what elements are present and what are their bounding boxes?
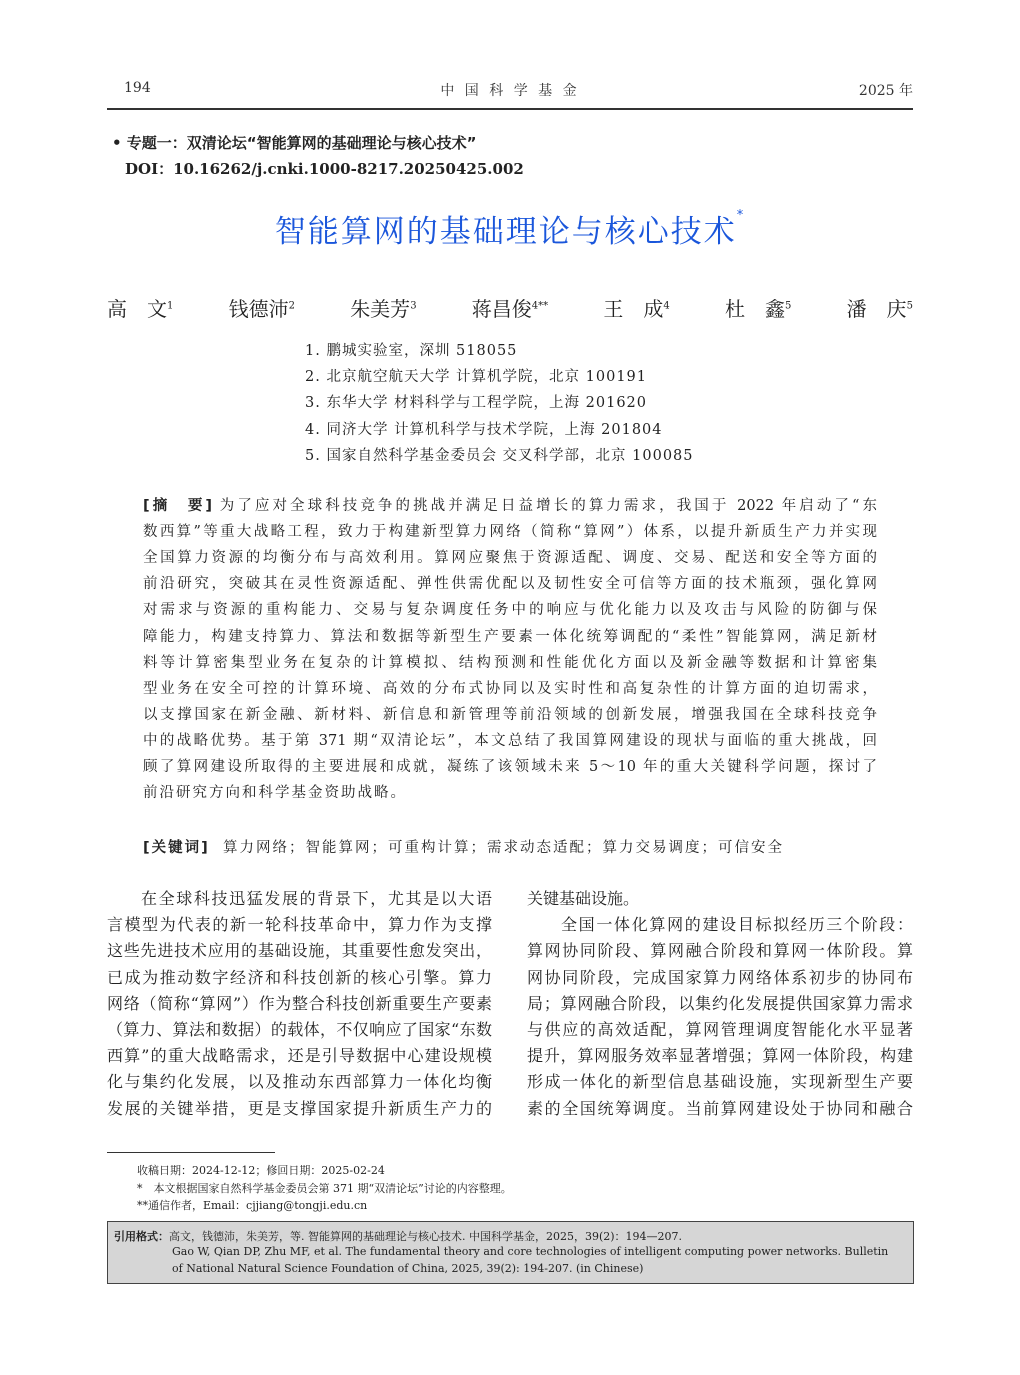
- abstract-line: [143, 520, 877, 542]
- abstract-line: [143, 703, 877, 725]
- affiliation: 1. 鹏城实验室，深圳 518055: [305, 343, 518, 359]
- abstract-line: [143, 729, 877, 751]
- abstract-text: 数西算”等重大战略工程，致力于构建新型算力网络（简称“算网”）体系，以提升新质生产力并实现: [143, 524, 877, 541]
- body-line-right: 全国一体化算网的建设目标拟经历三个阶段：: [561, 915, 913, 935]
- abstract-text: 以支撑国家在新金融、新材料、新信息和新管理等前沿领域的创新发展，增强我国在全球科技竞争: [143, 706, 877, 723]
- affiliation: 2. 北京航空航天大学 计算机学院，北京 100191: [305, 369, 648, 386]
- abstract-text: 为了应对全球科技竞争的挑战并满足日益增长的算力需求，我国于 2022 年启动了“东: [219, 498, 877, 514]
- body-line-right: 局；算网融合阶段，以集约化发展提供国家算力需求: [527, 993, 913, 1013]
- author: [229, 293, 295, 322]
- body-line-right: 形成一体化的新型信息基础设施，实现新型生产要: [527, 1072, 913, 1092]
- abstract-line: [143, 651, 877, 673]
- topic-line: • 专题一：双清论坛“智能算网的基础理论与核心技术”: [112, 134, 477, 152]
- body-line-left: 化与集约化发展，以及推动东西部算力一体化均衡: [107, 1072, 492, 1092]
- abstract-text: 前沿研究方向和科学基金资助战略。: [143, 785, 407, 802]
- author-affiliation-mark: 5: [906, 300, 913, 312]
- author-name: 钱德沛: [228, 297, 289, 321]
- citation-box: [107, 1221, 914, 1284]
- abstract-line: [143, 625, 877, 647]
- footnote: * 本文根据国家自然科学基金委员会第 371 期“双清论坛”讨论的内容整理。: [137, 1181, 512, 1195]
- author-name: 王 成: [603, 297, 664, 321]
- footnote-rule: [107, 1152, 275, 1153]
- affiliation: 5. 国家自然科学基金委员会 交叉科学部，北京 100085: [305, 447, 694, 464]
- author: [350, 293, 416, 322]
- abstract-text: 顾了算网建设所取得的主要进展和成就，凝练了该领域未来 5～10 年的重大关键科学问题，探讨了: [143, 759, 877, 775]
- author-name: 高 文: [107, 297, 167, 321]
- footnote: **通信作者，Email：cjjiang@tongji.edu.cn: [137, 1199, 368, 1212]
- author-name: 朱美芳: [350, 297, 411, 321]
- body-line-left: （算力、算法和数据）的载体，不仅响应了国家“东数: [107, 1020, 492, 1039]
- journal-name: 中 国 科 学 基 金: [440, 83, 580, 99]
- author-name: 杜 鑫: [724, 297, 785, 321]
- abstract-line: [143, 598, 877, 620]
- abstract-label: [摘 要]: [143, 498, 213, 514]
- citation-cn: 高文，钱德沛，朱美芳，等. 智能算网的基础理论与核心技术. 中国科学基金，2025，39(2)：194—207.: [169, 1230, 683, 1243]
- body-line-right: 算网协同阶段、算网融合阶段和算网一体阶段。算: [527, 941, 913, 961]
- header-year: 2025 年: [858, 83, 913, 99]
- citation-en-line-2: of National Natural Science Foundation of China, 2025, 39(2): 194-207. (in Chinese): [172, 1262, 644, 1275]
- title-footnote-mark: *: [736, 208, 746, 223]
- paper-title: [0, 206, 1020, 251]
- body-line-right: 提升，算网服务效率显著增强；算网一体阶段，构建: [527, 1046, 913, 1066]
- abstract-text: 对需求与资源的重构能力、交易与复杂调度任务中的响应与优化能力以及攻击与风险的防御与保: [143, 602, 877, 619]
- body-line-left: 发展的关键举措，更是支撑国家提升新质生产力的: [107, 1098, 492, 1118]
- author: [472, 293, 548, 322]
- author-affiliation-mark: 5: [784, 300, 792, 312]
- abstract-line: [143, 755, 877, 777]
- author-name: 蒋昌俊: [471, 297, 532, 321]
- author-affiliation-mark: 1: [167, 300, 174, 312]
- abstract-line: [143, 677, 877, 699]
- affiliation: 4. 同济大学 计算机科学与技术学院，上海 201804: [305, 421, 663, 438]
- abstract-text: 前沿研究，突破其在灵性资源适配、弹性供需优配以及韧性安全可信等方面的技术瓶颈，强化算网: [143, 576, 877, 593]
- author: [725, 293, 791, 322]
- citation-label: 引用格式：: [114, 1230, 169, 1243]
- body-line-right: 素的全国统筹调度。当前算网建设处于协同和融合: [527, 1098, 913, 1118]
- affiliation: 3. 东华大学 材料科学与工程学院，上海 201620: [305, 395, 648, 412]
- author: [847, 293, 913, 322]
- body-line-left: 这些先进技术应用的基础设施，其重要性愈发突出，: [107, 941, 492, 961]
- abstract-line: [143, 494, 877, 516]
- page-number: 194: [124, 80, 151, 96]
- body-line-left: 西算”的重大战略需求，还是引导数据中心建设规模: [107, 1046, 492, 1066]
- citation-en-line-1: Gao W, Qian DP, Zhu MF, et al. The fundamental theory and core technologies of intelligent computing power networks. Bulletin: [172, 1245, 889, 1258]
- body-line-right: 与供应的高效适配，算网管理调度智能化水平显著: [527, 1020, 913, 1039]
- doi: DOI：10.16262/j.cnki.1000-8217.20250425.002: [125, 160, 524, 178]
- author: [603, 293, 669, 322]
- keywords-text: 算力网络；智能算网；可重构计算；需求动态适配；算力交易调度；可信安全: [222, 840, 784, 856]
- abstract-text: 障能力，构建支持算力、算法和数据等新型生产要素一体化统筹调配的“柔性”智能算网，满足新材: [143, 628, 877, 645]
- header-rule: [107, 108, 913, 110]
- author-name: 潘 庆: [846, 297, 907, 321]
- body-line-right: 网协同阶段，完成国家算力网络体系初步的协同布: [527, 967, 913, 987]
- author: [107, 293, 173, 322]
- body-line-left: 网络（简称“算网”）作为整合科技创新重要生产要素: [107, 993, 492, 1013]
- abstract-text: 型业务在安全可控的计算环境、高效的分布式协同以及实时性和高复杂性的计算方面的迫切需求，: [143, 680, 877, 697]
- abstract-text: 中的战略优势。基于第 371 期“双清论坛”，本文总结了我国算网建设的现状与面临的重大挑战，回: [143, 732, 877, 749]
- abstract-line: [143, 546, 877, 568]
- abstract-line: [143, 781, 877, 803]
- keywords: [143, 836, 877, 858]
- body-line-left: 已成为推动数字经济和科技创新的核心引擎。算力: [107, 967, 492, 987]
- author-affiliation-mark: 4**: [531, 300, 549, 312]
- body-line-left: 言模型为代表的新一轮科技革命中，算力作为支撑: [107, 915, 492, 935]
- author-list: [107, 293, 913, 322]
- author-affiliation-mark: 3: [410, 300, 417, 312]
- title-text: 智能算网的基础理论与核心技术: [274, 214, 737, 250]
- abstract-text: 料等计算密集型业务在复杂的计算模拟、结构预测和性能优化方面以及新金融等数据和计算密集: [143, 654, 877, 671]
- abstract-text: 全国算力资源的均衡分布与高效利用。算网应聚焦于资源适配、调度、交易、配送和安全等方面的: [143, 550, 877, 567]
- author-affiliation-mark: 2: [288, 300, 295, 312]
- footnote: 收稿日期：2024-12-12；修回日期：2025-02-24: [137, 1164, 385, 1177]
- keywords-label: [关键词]: [143, 840, 210, 856]
- body-line-right: 关键基础设施。: [527, 889, 640, 908]
- citation-cn-line: [114, 1228, 682, 1244]
- abstract-line: [143, 572, 877, 594]
- author-affiliation-mark: 4: [663, 300, 670, 312]
- body-line-left: 在全球科技迅猛发展的背景下，尤其是以大语: [141, 889, 492, 908]
